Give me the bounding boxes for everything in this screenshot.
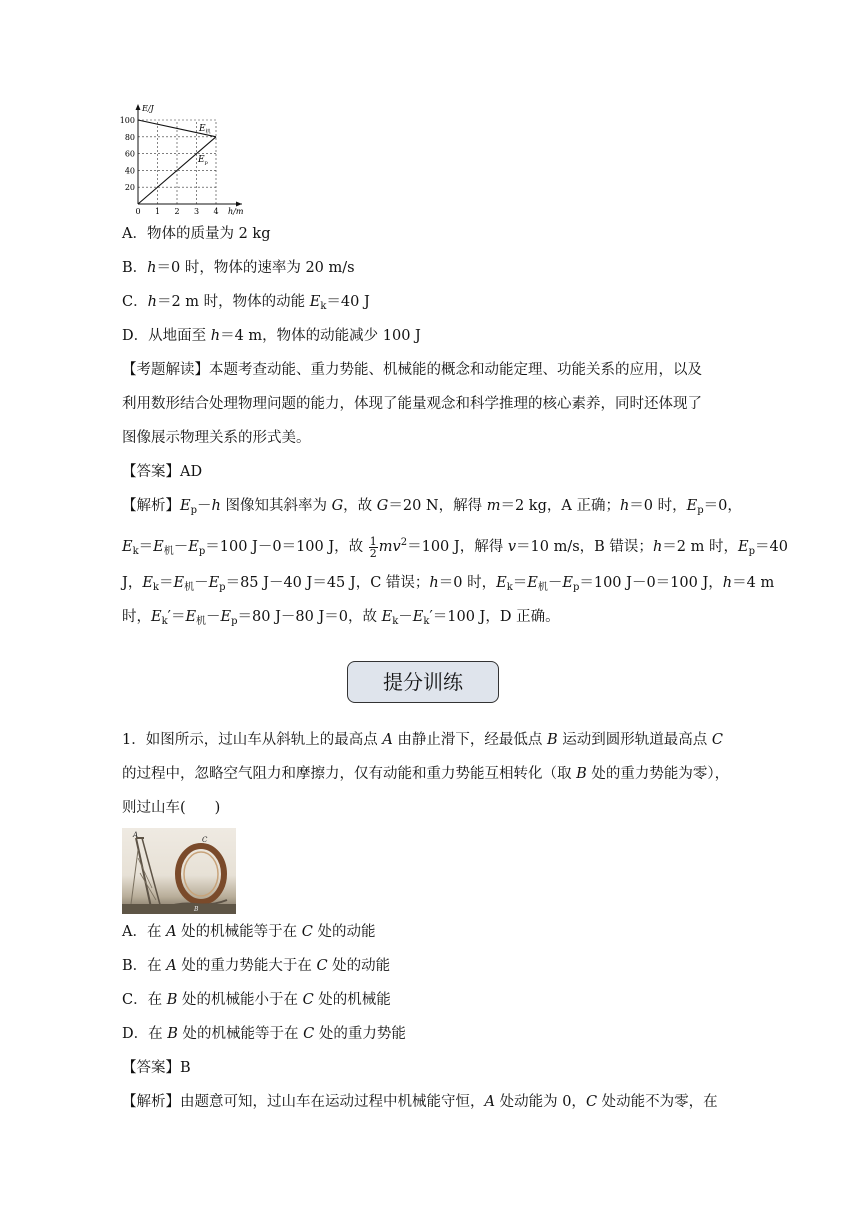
option-b: B．h＝0 时，物体的速率为 20 m/s <box>122 260 355 276</box>
fraction-half: $\frac{1}{2}$ <box>369 534 377 560</box>
y-tick-label: 60 <box>124 149 135 159</box>
solution-line-4: 时，$E_k'=E_机-E_p=80$ J－80 J＝0，故 $E_k-E_k'=100$ J，D 正确。 <box>122 609 560 627</box>
x-axis-arrow <box>236 202 242 207</box>
x-tick-label: 1 <box>155 207 161 216</box>
roller-coaster-illustration <box>122 828 236 914</box>
option-a: A．物体的质量为 2 kg <box>122 226 271 242</box>
e-p-label: $E_p$ <box>198 155 208 166</box>
solution-2-line-1: 【解析】由题意可知，过山车在运动过程中机械能守恒，A 处动能为 0，C 处动能不为零，在 <box>122 1094 718 1110</box>
x-axis-label: h/m <box>228 207 244 216</box>
point-b-label: B <box>194 906 199 913</box>
e-mech-label: $E_机$ <box>199 124 211 135</box>
point-c-label: C <box>202 836 208 844</box>
q1-option-c: C．在 B 处的机械能小于在 C 处的机械能 <box>122 992 391 1008</box>
question-1-line-3: 则过山车( ) <box>122 800 221 816</box>
analysis-line-2: 利用数形结合处理物理问题的能力，体现了能量观念和科学推理的核心素养，同时还体现了 <box>122 396 702 412</box>
solution-line-3: J，$E_k=E_机-E_p=85$ J－40 J＝45 J，C 错误；h＝0 时，$E_k=E_机-E_p=100$ J－0＝100 J，h＝4 m <box>122 575 775 593</box>
answer-label-2: 【答案】B <box>122 1060 191 1076</box>
answer-label: 【答案】AD <box>122 464 203 480</box>
point-a-label: A <box>133 831 139 839</box>
option-d: D．从地面至 h＝4 m，物体的动能减少 100 J <box>122 328 421 344</box>
x-tick-label: 3 <box>194 207 200 216</box>
option-c: C．h＝2 m 时，物体的动能 $E_k=40$ J <box>122 294 370 312</box>
y-axis-label: E/J <box>142 104 154 113</box>
question-1-line-1: 1．如图所示，过山车从斜轨上的最高点 A 由静止滑下，经最低点 B 运动到圆形轨道最高点 C <box>122 732 724 748</box>
roller-coaster-photo <box>122 828 236 914</box>
q1-option-d: D．在 B 处的机械能等于在 C 处的重力势能 <box>122 1026 406 1042</box>
analysis-line-3: 图像展示物理关系的形式美。 <box>122 430 311 446</box>
y-tick-label: 80 <box>124 132 135 142</box>
energy-height-chart <box>114 100 254 225</box>
y-tick-label: 100 <box>119 116 135 125</box>
x-tick-label: 0 <box>135 207 141 216</box>
question-1-line-2: 的过程中，忽略空气阻力和摩擦力，仅有动能和重力势能互相转化（取 B 处的重力势能为零）， <box>122 766 730 782</box>
y-tick-label: 40 <box>124 166 135 176</box>
section-title: 提分训练 <box>347 661 499 703</box>
solution-line-1: 【解析】$E_p-h$ 图像知其斜率为 G，故 G＝20 N，解得 m＝2 kg，A 正确；h＝0 时，$E_p=0$， <box>122 498 742 516</box>
x-tick-label: 4 <box>213 207 219 216</box>
q1-option-b: B．在 A 处的重力势能大于在 C 处的动能 <box>122 958 391 974</box>
y-axis-arrow <box>136 104 141 110</box>
analysis-line-1: 【考题解读】本题考查动能、重力势能、机械能的概念和动能定理、功能关系的应用，以及 <box>122 362 702 378</box>
x-tick-label: 2 <box>174 207 180 216</box>
solution-line-2: $E_k=E_机-E_p=100$ J－0＝100 J，故 $\frac{1}{2}$ $mv^2=100$ J，解得 v＝10 m/s，B 错误；h＝2 m 时，$E_p=40$ <box>122 534 788 560</box>
q1-option-a: A．在 A 处的机械能等于在 C 处的动能 <box>122 924 376 940</box>
y-tick-label: 20 <box>124 183 135 193</box>
